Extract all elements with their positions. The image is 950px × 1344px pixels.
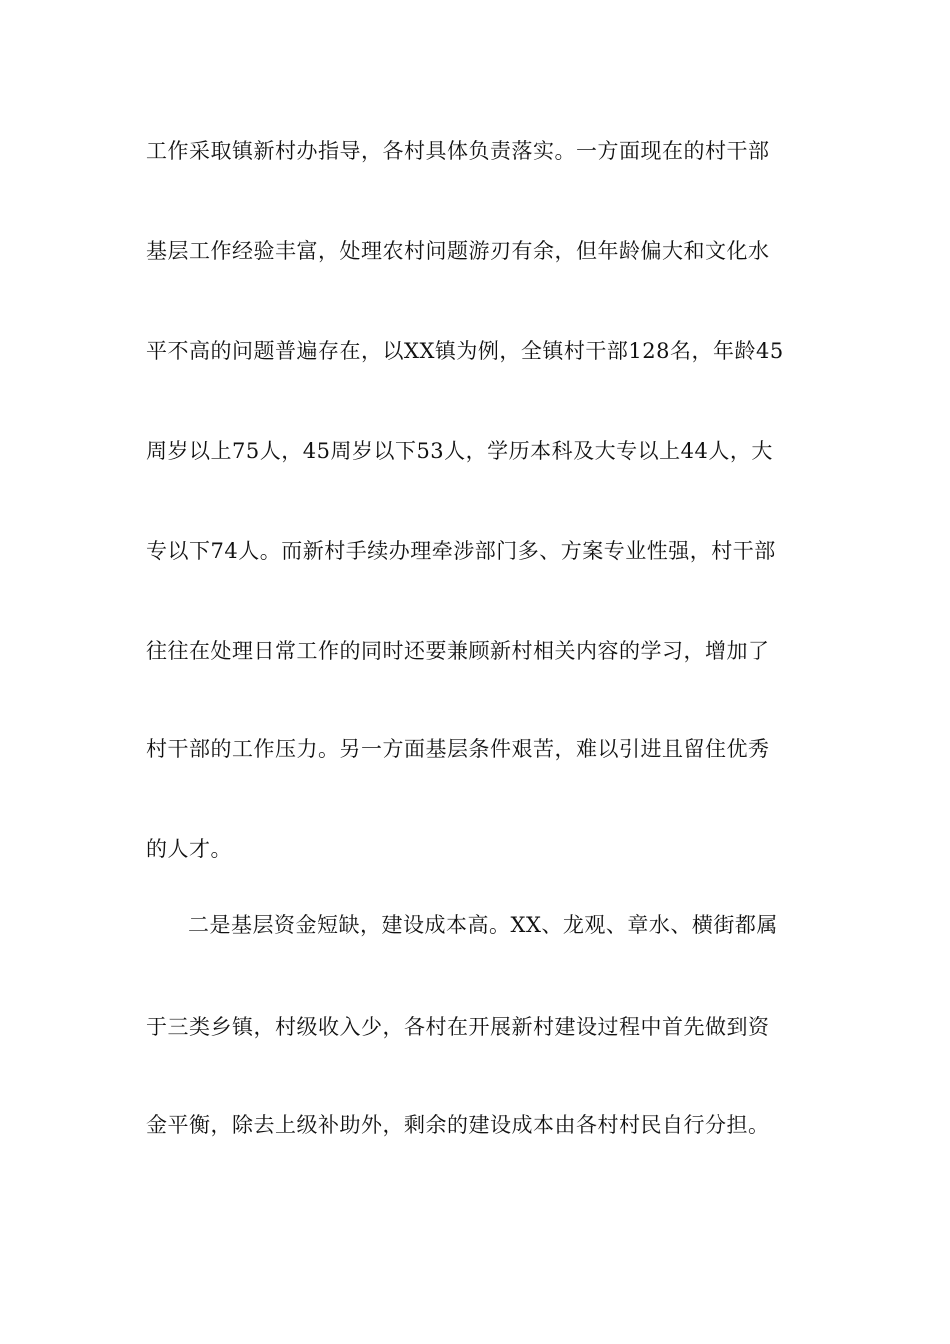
paragraph-line-11: 金平衡，除去上级补助外，剩余的建设成本由各村村民自行分担。 — [146, 1113, 770, 1137]
paragraph-line-2: 基层工作经验丰富，处理农村问题游刃有余，但年龄偏大和文化水 — [146, 239, 770, 263]
paragraph-line-6: 往往在处理日常工作的同时还要兼顾新村相关内容的学习，增加了 — [146, 639, 770, 663]
paragraph-line-1: 工作采取镇新村办指导，各村具体负责落实。一方面现在的村干部 — [146, 139, 770, 163]
paragraph-line-8: 的人才。 — [146, 837, 232, 861]
paragraph-line-3: 平不高的问题普遍存在，以XX镇为例，全镇村干部128名，年龄45 — [146, 339, 784, 363]
paragraph-line-7: 村干部的工作压力。另一方面基层条件艰苦，难以引进且留住优秀 — [146, 737, 770, 761]
paragraph-line-4: 周岁以上75人，45周岁以下53人，学历本科及大专以上44人，大 — [146, 439, 773, 463]
paragraph-line-9: 二是基层资金短缺，建设成本高。XX、龙观、章水、横街都属 — [188, 913, 778, 937]
paragraph-line-10: 于三类乡镇，村级收入少，各村在开展新村建设过程中首先做到资 — [146, 1015, 770, 1039]
paragraph-line-5: 专以下74人。而新村手续办理牵涉部门多、方案专业性强，村干部 — [146, 539, 776, 563]
